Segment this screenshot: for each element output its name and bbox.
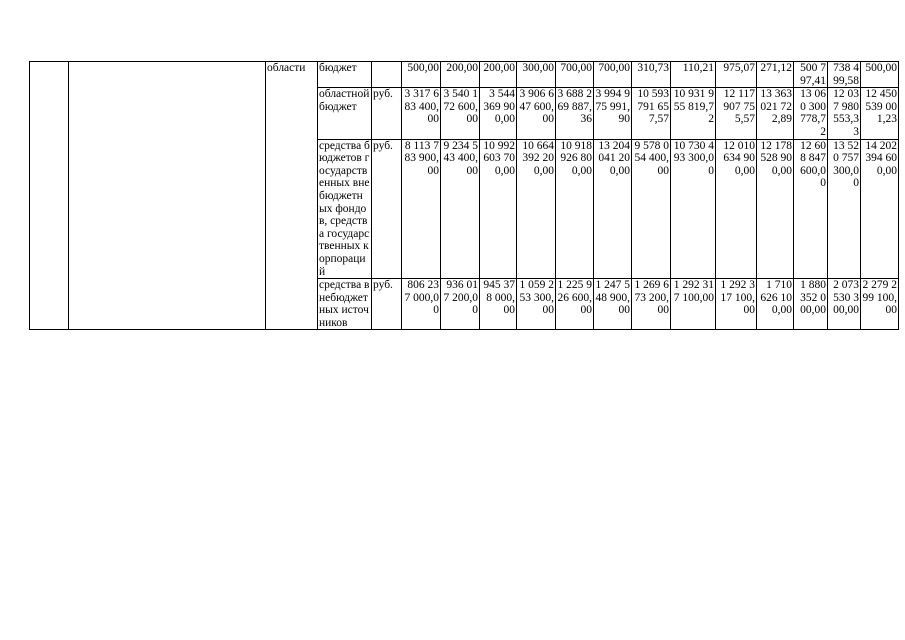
value-cell: 13 520 757 300,00 (828, 139, 861, 279)
value-cell: 10 593 791 657,57 (632, 88, 671, 139)
value-cell: 10 664 392 200,00 (517, 139, 556, 279)
value-cell: 500,00 (402, 62, 441, 88)
value-cell: 1 292 317 100,00 (671, 279, 716, 330)
value-cell: 10 931 955 819,72 (671, 88, 716, 139)
unit-cell: руб. (372, 88, 402, 139)
value-cell: 1 292 317 100,00 (716, 279, 757, 330)
source-cell: бюджет (318, 62, 372, 88)
value-cell: 8 113 783 900,00 (402, 139, 441, 279)
value-cell: 936 017 200,00 (441, 279, 480, 330)
unit-cell (372, 62, 402, 88)
value-cell: 806 237 000,00 (402, 279, 441, 330)
value-cell: 500,00 (861, 62, 899, 88)
value-cell: 13 363 021 722,89 (757, 88, 794, 139)
value-cell: 3 317 683 400,00 (402, 88, 441, 139)
value-cell: 12 608 847 600,00 (794, 139, 828, 279)
value-cell: 13 204 041 200,00 (594, 139, 632, 279)
value-cell: 1 269 673 200,00 (632, 279, 671, 330)
value-cell: 13 060 300 778,72 (794, 88, 828, 139)
value-cell: 10 730 493 300,00 (671, 139, 716, 279)
value-cell: 12 178 528 900,00 (757, 139, 794, 279)
value-cell: 3 544 369 900,00 (480, 88, 517, 139)
value-cell: 700,00 (556, 62, 594, 88)
value-cell: 1 059 253 300,00 (517, 279, 556, 330)
source-cell: областной бюджет (318, 88, 372, 139)
value-cell: 500 797,41 (794, 62, 828, 88)
region-label: области (266, 62, 318, 330)
value-cell: 12 117 907 755,57 (716, 88, 757, 139)
value-cell: 3 688 269 887,36 (556, 88, 594, 139)
source-cell: средства внебюджетных источников (318, 279, 372, 330)
value-cell: 3 994 975 991,90 (594, 88, 632, 139)
unit-cell: руб. (372, 279, 402, 330)
table-body (30, 62, 899, 330)
value-cell: 9 234 543 400,00 (441, 139, 480, 279)
source-cell: средства бюджетов государственных внебюджетных фондов, средства государственных корпораций (319, 139, 370, 278)
value-cell: 110,21 (671, 62, 716, 88)
value-cell: 9 578 054 400,00 (632, 139, 671, 279)
empty-cell-name (69, 62, 266, 330)
value-cell: 1 710 626 100,00 (757, 279, 794, 330)
value-cell: 12 450 539 001,23 (861, 88, 899, 139)
value-cell: 14 202 394 600,00 (861, 139, 899, 279)
value-cell: 945 378 000,00 (480, 279, 517, 330)
value-cell: 975,07 (716, 62, 757, 88)
value-cell: 738 499,58 (828, 62, 861, 88)
value-cell: 271,12 (757, 62, 794, 88)
value-cell: 700,00 (594, 62, 632, 88)
unit-cell: руб. (372, 139, 402, 279)
empty-cell-number (30, 62, 69, 330)
value-cell: 12 010 634 900,00 (716, 139, 757, 279)
value-cell: 10 992 603 700,00 (480, 139, 517, 279)
value-cell: 2 279 299 100,00 (861, 279, 899, 330)
value-cell: 310,73 (632, 62, 671, 88)
value-cell: 200,00 (441, 62, 480, 88)
value-cell: 1 880 352 000,00 (794, 279, 828, 330)
value-cell: 2 073 530 300,00 (828, 279, 861, 330)
value-cell: 3 906 647 600,00 (517, 88, 556, 139)
value-cell: 10 918 926 800,00 (556, 139, 594, 279)
value-cell: 12 037 980 553,33 (828, 88, 861, 139)
value-cell: 1 247 548 900,00 (594, 279, 632, 330)
table-row (30, 62, 899, 88)
value-cell: 200,00 (480, 62, 517, 88)
value-cell: 1 225 926 600,00 (556, 279, 594, 330)
budget-table (29, 61, 899, 330)
value-cell: 3 540 172 600,00 (441, 88, 480, 139)
value-cell: 300,00 (517, 62, 556, 88)
